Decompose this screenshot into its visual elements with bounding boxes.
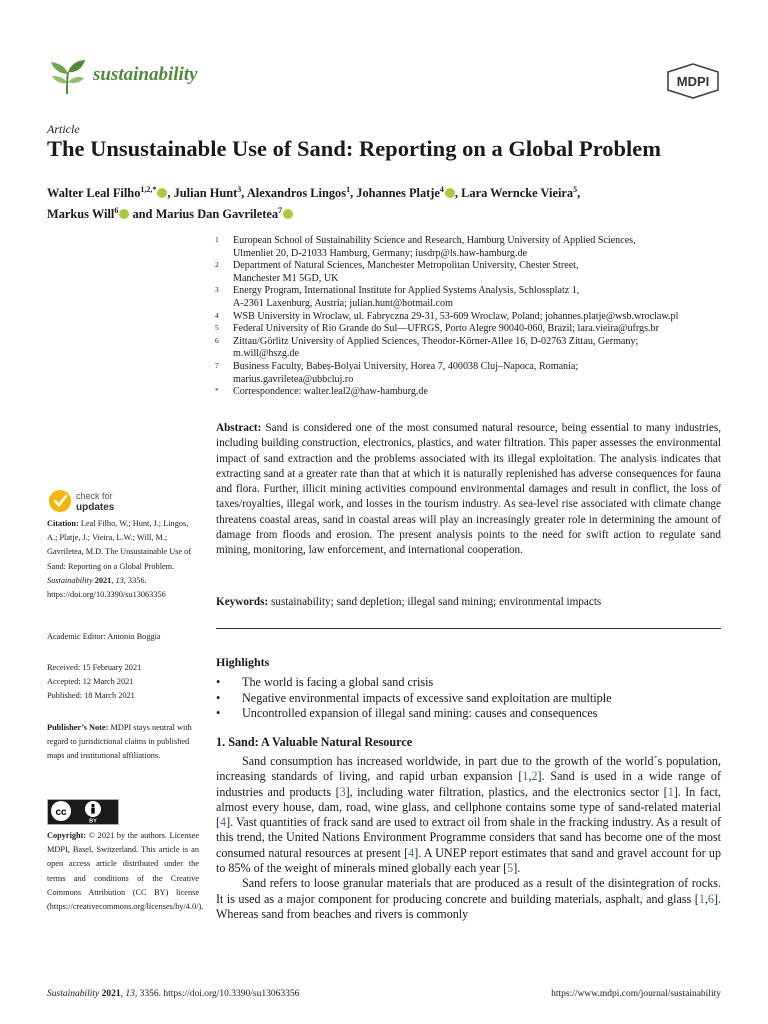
affiliation-line: Business Faculty, Babeș-Bolyai University, Horea 7, 400038 Cluj–Napoca, Romania; — [233, 360, 579, 372]
affiliation-number: * — [215, 386, 219, 396]
highlights-title: Highlights — [216, 655, 270, 669]
author-separator: , — [241, 186, 247, 201]
copyright-label: Copyright: — [47, 831, 87, 840]
affiliation-item — [215, 323, 725, 336]
affiliation-number: 3 — [215, 285, 219, 295]
check-for-updates-button[interactable] — [47, 486, 147, 516]
academic-editor: Academic Editor: Antonio Boggia — [47, 632, 161, 641]
body-text-segment: Sand consumption has increased worldwide, in part due to the growth of the world´s population, increasing standards of living, and rapid urban expansion [ — [216, 754, 721, 784]
journal-name: sustainability — [93, 64, 198, 85]
author-separator: , — [167, 186, 174, 201]
affiliation-line: A-2361 Laxenburg, Austria; julian.hunt@hotmail.com — [233, 297, 453, 309]
footer-doi[interactable]: , 3356. https://doi.org/10.3390/su13063356 — [134, 989, 300, 999]
body-text-segment: ]. Whereas sand from beaches and rivers is commonly — [216, 891, 721, 921]
affiliation-number: 4 — [215, 310, 219, 320]
mdpi-logo-icon — [666, 63, 720, 99]
publisher-note-text: MDPI stays neutral with regard to jurisdictional claims in published maps and institutional affiliations. — [47, 723, 192, 761]
body-text-segment: ]. A UNEP report estimates that sand and gravel account for up to 85% of the weight of minerals mined globally each year [ — [216, 845, 722, 876]
orcid-icon[interactable] — [283, 209, 293, 219]
author-line — [47, 181, 727, 202]
affiliation-number: 5 — [215, 323, 219, 333]
reference-link[interactable]: 5 — [507, 861, 514, 876]
citation-block: Citation: Leal Filho, W.; Hunt, J.; Lingos, A.; Platje, J.; Vieira, L.W.; Will, M.; Gavriletea, M.D. The Unsustainable Use of Sand: Reporting on a Global Problem. Sustainability 2021, 13, 3356. https://doi.org/10.3390/su13063356 — [47, 519, 192, 600]
highlight-item: • Uncontrolled expansion of illegal sand mining: causes and consequences — [216, 706, 721, 722]
publisher-note — [47, 721, 199, 764]
reference-link[interactable]: 1 — [667, 784, 674, 799]
citation-text: Leal Filho, W.; Hunt, J.; Lingos, A.; Platje, J.; Vieira, L.W.; Will, M.; Gavriletea, M.D. The Unsustainable Use of Sand: Reporting on a Global Problem. — [47, 519, 192, 571]
author-name[interactable]: Julian Hunt — [173, 186, 238, 201]
affiliation-line: European School of Sustainability Science and Research, Hamburg University of Applied Sciences, — [233, 235, 636, 246]
page-title: The Unsustainable Use of Sand: Reporting on a Global Problem — [47, 136, 662, 161]
abstract-text: Sand is considered one of the most consumed natural resource, being essential to many industries, including building construction, electronics, plastics, and water filtration. This paper assesses the environmental impact of sand extraction and the problems associated with its illegal exploitation. The analysis indicates that extracting sand at a greater rate than that at which it is naturally replenished has adverse consequences for fauna and flora. Further, illicit mining activities compound environmental damages and result in conflict, the loss of taxes/royalties, illegal work, and losses in the tourism industry. As sea-level rise associated with climate change threatens coastal areas, sand in coastal areas will play an increasingly greater role in determining the amount of damage from floods and erosion. The present analysis points to the need for swift action to regulate sand mining, monitoring, law enforcement, and international cooperation. — [216, 422, 722, 557]
check-updates-line2: updates — [76, 502, 115, 513]
author-affiliation-ref: 4 — [439, 185, 444, 194]
body-text-segment: ]. Vast quantities of frack sand are used to extract oil from shale in the fracking industry. As a result of this trend, the United Nations Environment Programme considers that sand has become one of the most consumed natural resources at present [ — [216, 815, 721, 860]
copyright-text: © 2021 by the authors. Licensee MDPI, Basel, Switzerland. This article is an open access article distributed under the terms and conditions of the Creative Commons Attribution (CC BY) license (https://creativecommons.org/licenses/by/4.0/). — [47, 831, 204, 912]
affiliation-line: Department of Natural Sciences, Manchester Metropolitan University, Chester Street, — [233, 260, 579, 272]
affiliation-item — [215, 260, 725, 285]
author-name[interactable]: Johannes Platje — [356, 186, 440, 201]
page-footer — [47, 989, 721, 999]
cc-by-label: BY — [89, 818, 97, 825]
footer-journal: Sustainability — [47, 989, 100, 999]
affiliation-number: 6 — [215, 335, 219, 345]
check-updates-icon — [49, 490, 71, 512]
footer-journal-url[interactable]: https://www.mdpi.com/journal/sustainability — [551, 989, 721, 999]
author-affiliation-ref: 3 — [237, 185, 242, 194]
affiliation-number: 2 — [215, 260, 219, 270]
author-name[interactable]: Markus Will — [47, 207, 115, 222]
orcid-icon[interactable] — [119, 209, 129, 219]
reference-link[interactable]: 6 — [707, 891, 714, 906]
affiliation-line: Manchester M1 5GD, UK — [233, 272, 339, 284]
article-type: Article — [47, 122, 80, 136]
keywords-label: Keywords: — [216, 596, 269, 608]
author-separator: , — [350, 186, 357, 201]
body-text-segment: Sand refers to loose granular materials that are produced as a result of the disintegration of rocks. It is used as a major component for producing concrete and building materials, asphalt, and glass [ — [216, 876, 721, 906]
citation-volume: 13 — [115, 575, 124, 585]
footer-year: 2021 — [101, 989, 121, 999]
section-title: 1. Sand: A Valuable Natural Resource — [216, 735, 413, 749]
author-separator: , — [577, 186, 581, 201]
highlight-item: • The world is facing a global sand crisis — [216, 675, 721, 691]
author-affiliation-ref: 1,2,* — [140, 185, 157, 194]
affiliation-item — [215, 235, 725, 260]
author-affiliation-ref: 5 — [573, 185, 578, 194]
attribution-person-icon — [85, 801, 101, 817]
author-list — [47, 181, 727, 223]
footer-volume: 13 — [125, 989, 135, 999]
reference-link[interactable]: 1 — [522, 769, 529, 784]
leaf-logo-icon — [47, 58, 87, 96]
affiliation-line: Ulmenliet 20, D-21033 Hamburg, Germany; iusdrp@ls.haw-hamburg.de — [233, 247, 528, 259]
footer-citation: Sustainability 2021, 13, 3356. https://doi.org/10.3390/su13063356 — [47, 989, 300, 999]
abstract — [216, 421, 721, 559]
body-text-segment: ]. Sand is used in a wide range of industries and products [ — [216, 769, 722, 799]
orcid-icon[interactable] — [157, 188, 167, 198]
author-line — [47, 202, 727, 223]
abstract-label: Abstract: — [216, 422, 262, 434]
affiliation-item — [215, 361, 725, 386]
highlight-item: • Negative environmental impacts of excessive sand exploitation are multiple — [216, 691, 721, 707]
cc-by-license-badge[interactable] — [47, 799, 119, 825]
citation-year: 2021 — [94, 575, 112, 585]
body-text-segment: , — [704, 891, 708, 906]
keywords — [216, 596, 721, 608]
affiliation-line: Energy Program, International Institute for Applied Systems Analysis, Schlossplatz 1, — [233, 285, 580, 297]
author-separator: and — [129, 207, 156, 222]
citation-journal: Sustainability — [47, 575, 93, 585]
body-paragraph — [216, 754, 721, 876]
author-name[interactable]: Walter Leal Filho — [47, 186, 141, 201]
affiliation-line: m.will@hszg.de — [233, 348, 299, 360]
published-date: Published: 18 March 2021 — [47, 691, 135, 701]
body-text-segment: ]. — [513, 861, 521, 876]
affiliation-line: marius.gavriletea@ubbcluj.ro — [233, 373, 354, 385]
divider — [216, 628, 721, 629]
reference-link[interactable]: 2 — [531, 769, 538, 784]
affiliation-item — [215, 386, 725, 399]
affiliation-number: 7 — [215, 360, 219, 370]
accepted-date: Accepted: 12 March 2021 — [47, 677, 134, 687]
affiliation-line: WSB University in Wroclaw, ul. Fabryczna 29-31, 53-609 Wroclaw, Poland; johannes.platje@wsb.wroclaw.pl — [233, 310, 679, 322]
publisher-note-label: Publisher’s Note: — [47, 723, 109, 732]
body-text-segment: ], including water filtration, plastics, and the electronics sector [ — [345, 784, 668, 799]
author-affiliation-ref: 7 — [278, 206, 283, 216]
affiliation-item — [215, 285, 725, 310]
reference-link[interactable]: 4 — [408, 845, 415, 860]
body-text — [216, 754, 721, 922]
orcid-icon[interactable] — [445, 188, 455, 198]
author-name[interactable]: Lara Werncke Vieira — [461, 186, 574, 201]
affiliation-line: Federal University of Rio Grande do Sul—UFRGS, Porto Alegre 90040-060, Brazil; lara.vieira@ufrgs.br — [233, 323, 659, 335]
body-text-segment: ]. In fact, almost every house, dam, road, wine glass, and cellphone contains some type of sand-related material [ — [216, 784, 721, 830]
body-paragraph — [216, 876, 721, 922]
citation-doi[interactable]: , 3356. https://doi.org/10.3390/su13063356 — [47, 575, 166, 600]
author-affiliation-ref: 1 — [346, 185, 351, 194]
affiliation-line: Zittau/Görlitz University of Applied Sciences, Theodor-Körner-Allee 16, D-02763 Zittau, Germany; — [233, 335, 639, 347]
affiliation-number: 1 — [215, 235, 219, 244]
svg-text:cc: cc — [55, 807, 67, 818]
keywords-text: sustainability; sand depletion; illegal sand mining; environmental impacts — [271, 596, 602, 608]
reference-link[interactable]: 4 — [220, 815, 227, 830]
author-name[interactable]: Alexandros Lingos — [246, 186, 347, 201]
author-affiliation-ref: 6 — [114, 206, 119, 216]
citation-label: Citation: — [47, 519, 79, 528]
affiliation-item — [215, 311, 725, 324]
received-date: Received: 15 February 2021 — [47, 663, 142, 672]
author-separator: , — [454, 186, 462, 201]
copyright-block — [47, 829, 204, 914]
creative-commons-icon — [51, 801, 71, 821]
affiliation-item — [215, 336, 725, 361]
author-name[interactable]: Marius Dan Gavriletea — [155, 207, 279, 222]
check-updates-line1: check for — [76, 491, 113, 501]
highlights-list — [216, 675, 721, 722]
reference-link[interactable]: 1 — [698, 891, 705, 906]
dates-block — [47, 661, 199, 704]
affiliations — [215, 235, 725, 399]
svg-text:MDPI: MDPI — [676, 74, 710, 89]
reference-link[interactable]: 3 — [339, 784, 346, 799]
body-text-segment: , — [528, 769, 532, 784]
affiliation-line: Correspondence: walter.leal2@haw-hamburg.de — [233, 386, 428, 398]
